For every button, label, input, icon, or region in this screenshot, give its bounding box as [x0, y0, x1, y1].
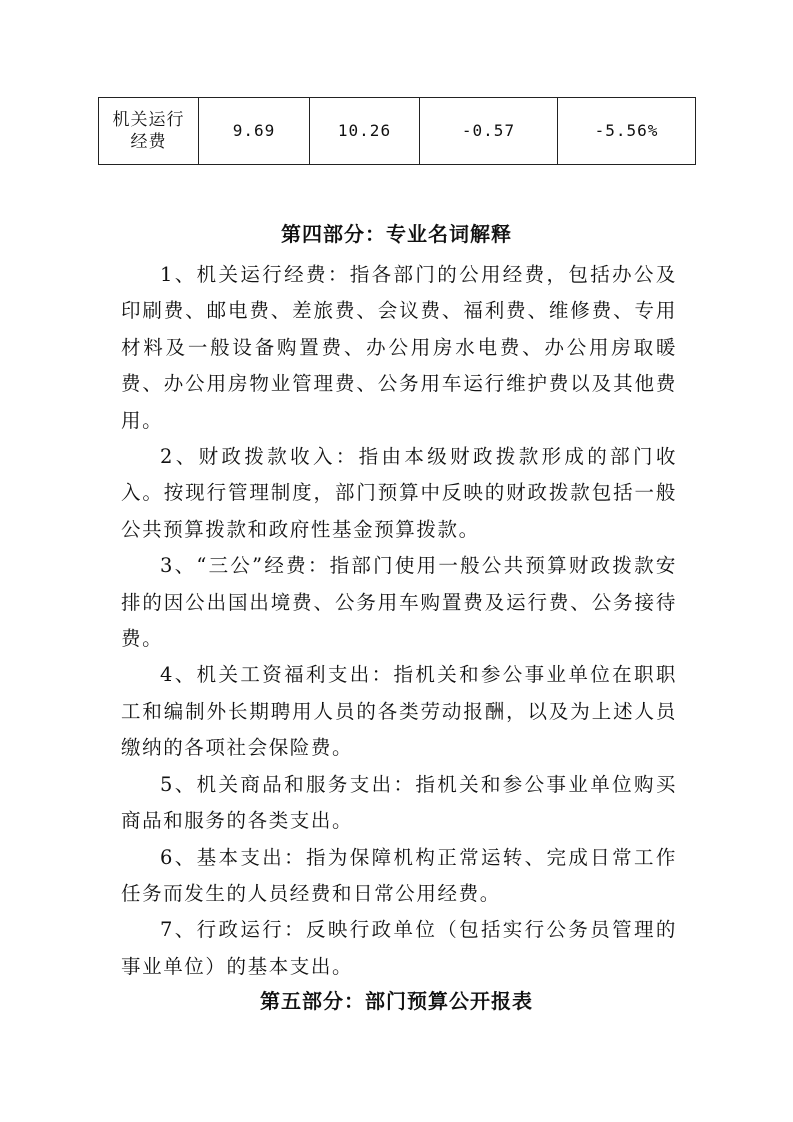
table-cell-name [99, 98, 199, 165]
definition-paragraph-4: 4、机关工资福利支出：指机关和参公事业单位在职职工和编制外长期聘用人员的各类劳动报酬，以及为上述人员缴纳的各项社会保险费。 [121, 663, 677, 760]
definition-paragraph-1: 1、机关运行经费：指各部门的公用经费，包括办公及印刷费、邮电费、差旅费、会议费、福利费、维修费、专用材料及一般设备购置费、办公用房水电费、办公用房取暖费、办公用房物业管理费、公务用车运行维护费以及其他费用。 [121, 263, 677, 432]
definition-paragraph-6: 6、基本支出：指为保障机构正常运转、完成日常工作任务而发生的人员经费和日常公用经费。 [121, 845, 677, 905]
row-name-line2: 经费 [130, 132, 167, 152]
table-cell-col4: -5.56% [558, 98, 696, 165]
table-cell-col3: -0.57 [420, 98, 558, 165]
table-cell-col1: 9.69 [199, 98, 310, 165]
table-row [99, 98, 696, 165]
row-name-line1: 机关运行 [112, 110, 185, 130]
definition-paragraph-7: 7、行政运行：反映行政单位（包括实行公务员管理的事业单位）的基本支出。 [121, 918, 677, 978]
definition-paragraph-2: 2、财政拨款收入：指由本级财政拨款形成的部门收入。按现行管理制度，部门预算中反映的财政拨款包括一般公共预算拨款和政府性基金预算拨款。 [121, 445, 677, 541]
section4-body [121, 257, 677, 985]
budget-table [98, 97, 696, 165]
table-cell-col2: 10.26 [310, 98, 420, 165]
section4-title: 第四部分：专业名词解释 [281, 222, 512, 246]
definition-paragraph-5: 5、机关商品和服务支出：指机关和参公事业单位购买商品和服务的各类支出。 [121, 772, 677, 833]
section5-title: 第五部分：部门预算公开报表 [260, 989, 533, 1013]
definition-paragraph-3: 3、“三公”经费：指部门使用一般公共预算财政拨款安排的因公出国出境费、公务用车购置费及运行费、公务接待费。 [121, 554, 677, 651]
